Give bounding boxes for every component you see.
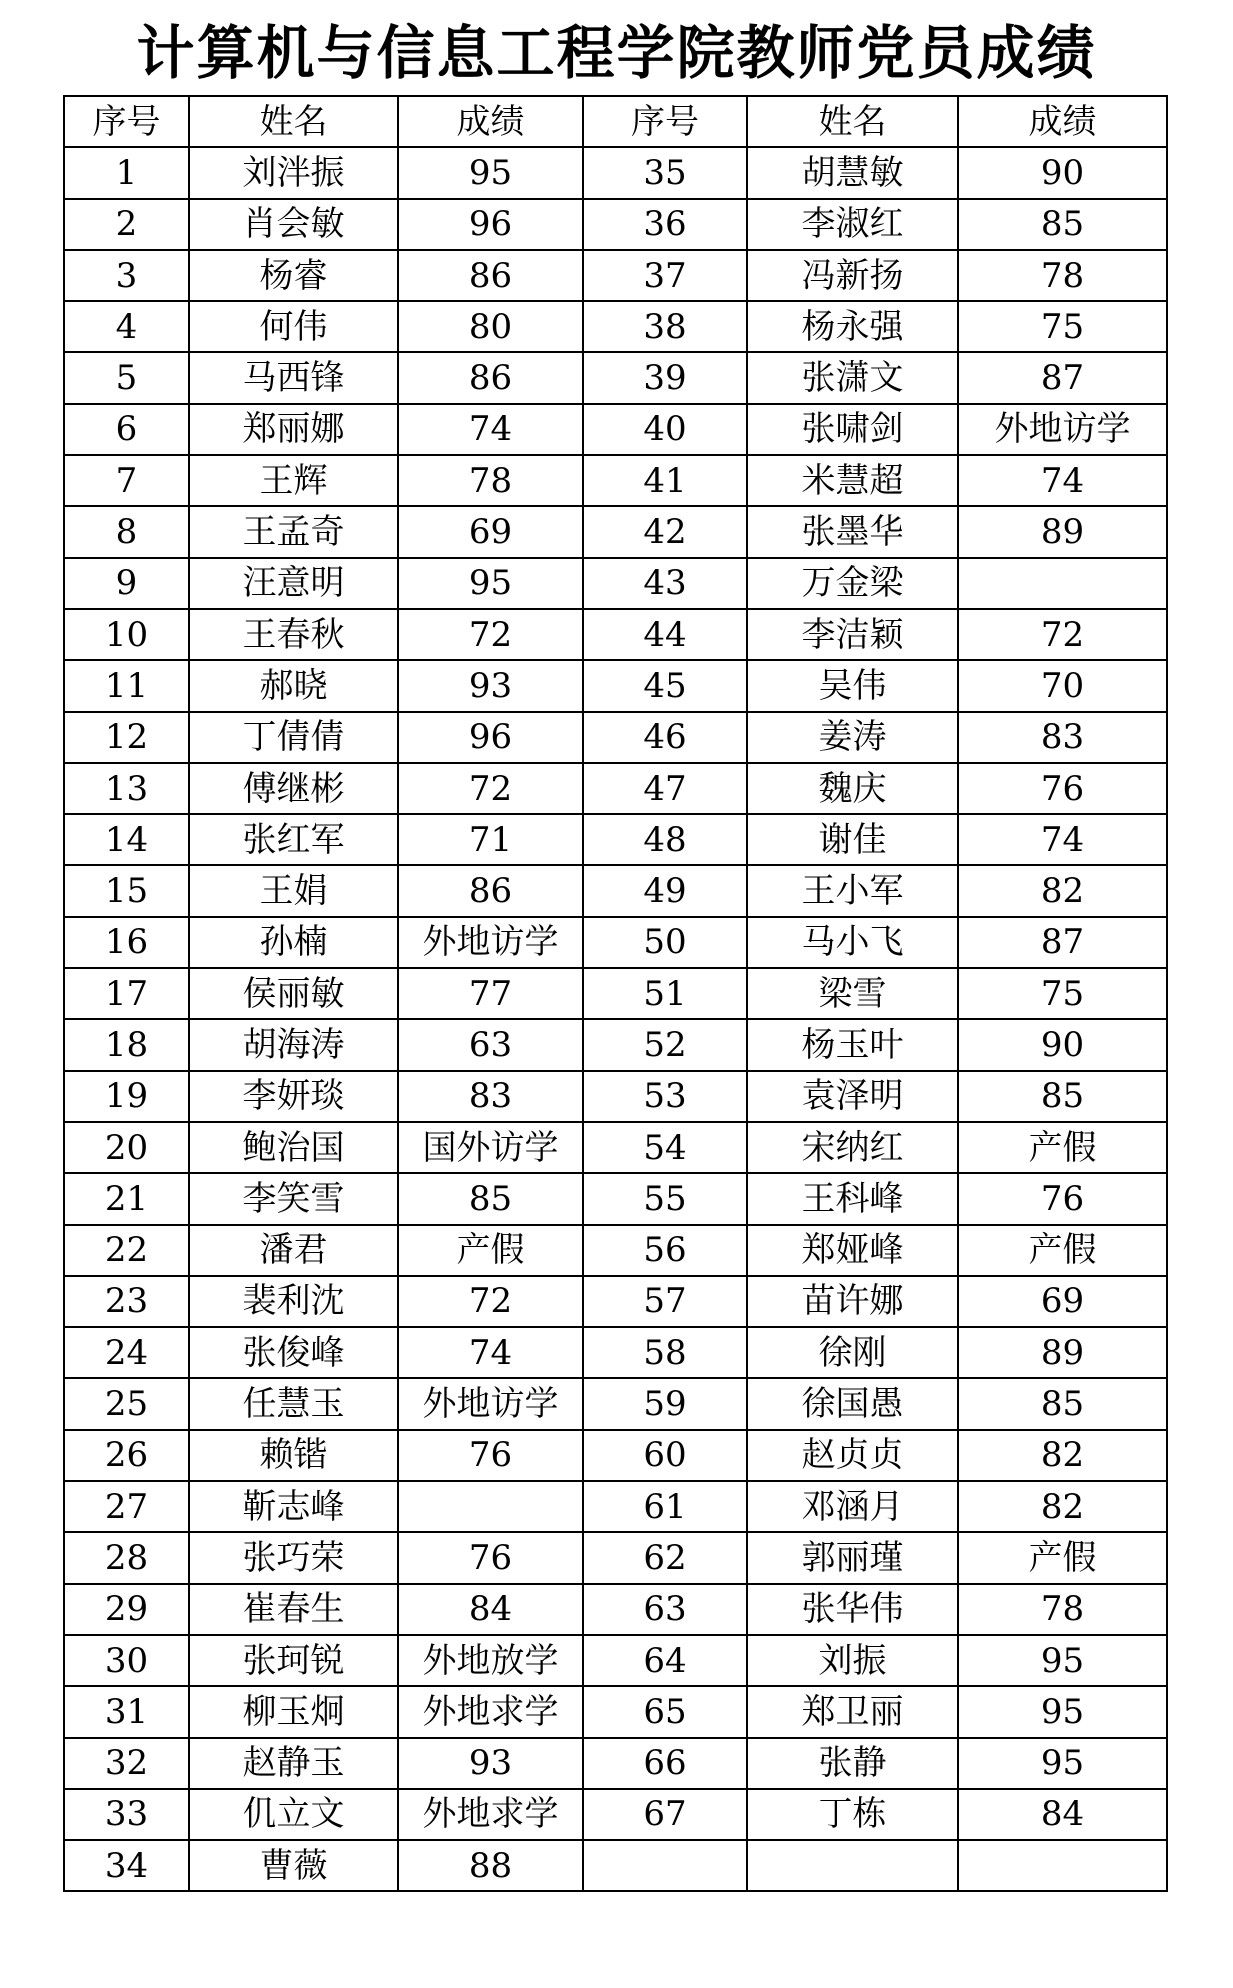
cell-score: 外地访学	[398, 1378, 583, 1429]
cell-name: 郑丽娜	[189, 404, 398, 455]
cell-index: 2	[64, 199, 189, 250]
table-row	[64, 660, 1167, 711]
cell-name: 王孟奇	[189, 506, 398, 557]
table-row	[64, 404, 1167, 455]
cell-index: 37	[583, 250, 747, 301]
cell-name: 胡慧敏	[747, 147, 958, 198]
cell-name: 丁栋	[747, 1789, 958, 1840]
table-row	[64, 506, 1167, 557]
cell-name: 苗许娜	[747, 1276, 958, 1327]
cell-name: 张巧荣	[189, 1532, 398, 1583]
header-name: 姓名	[189, 96, 398, 147]
cell-score: 82	[958, 865, 1167, 916]
cell-score: 83	[398, 1071, 583, 1122]
cell-name: 马西锋	[189, 352, 398, 403]
cell-name: 姜涛	[747, 712, 958, 763]
table-row	[64, 455, 1167, 506]
cell-score: 76	[398, 1532, 583, 1583]
table-row	[64, 1378, 1167, 1429]
table-row	[64, 1532, 1167, 1583]
cell-name: 张珂锐	[189, 1635, 398, 1686]
cell-score: 89	[958, 1327, 1167, 1378]
table-row	[64, 1019, 1167, 1070]
header-score: 成绩	[958, 96, 1167, 147]
cell-index: 24	[64, 1327, 189, 1378]
cell-name: 李妍琰	[189, 1071, 398, 1122]
cell-score: 96	[398, 712, 583, 763]
cell-name: 王娟	[189, 865, 398, 916]
cell-index: 8	[64, 506, 189, 557]
cell-score: 外地求学	[398, 1789, 583, 1840]
cell-name: 冯新扬	[747, 250, 958, 301]
cell-name: 靳志峰	[189, 1481, 398, 1532]
cell-score: 72	[398, 1276, 583, 1327]
table-row	[64, 1071, 1167, 1122]
cell-score: 95	[958, 1738, 1167, 1789]
cell-name: 宋纳红	[747, 1122, 958, 1173]
cell-score: 国外访学	[398, 1122, 583, 1173]
cell-index: 11	[64, 660, 189, 711]
cell-score: 外地放学	[398, 1635, 583, 1686]
cell-name: 崔春生	[189, 1584, 398, 1635]
cell-index: 67	[583, 1789, 747, 1840]
cell-name: 王小军	[747, 865, 958, 916]
cell-index: 14	[64, 814, 189, 865]
table-row	[64, 147, 1167, 198]
cell-name: 米慧超	[747, 455, 958, 506]
cell-score: 78	[958, 250, 1167, 301]
table-row	[64, 1840, 1167, 1891]
cell-name: 万金梁	[747, 558, 958, 609]
cell-index: 63	[583, 1584, 747, 1635]
cell-name: 李笑雪	[189, 1173, 398, 1224]
table-row	[64, 917, 1167, 968]
table-row	[64, 968, 1167, 1019]
cell-score: 85	[958, 1378, 1167, 1429]
cell-name: 曹薇	[189, 1840, 398, 1891]
cell-score: 75	[958, 301, 1167, 352]
cell-score: 87	[958, 917, 1167, 968]
cell-score: 95	[958, 1635, 1167, 1686]
cell-score: 74	[958, 814, 1167, 865]
cell-score: 78	[398, 455, 583, 506]
cell-score: 82	[958, 1430, 1167, 1481]
cell-index: 49	[583, 865, 747, 916]
cell-index: 20	[64, 1122, 189, 1173]
cell-name: 刘振	[747, 1635, 958, 1686]
score-table	[63, 95, 1168, 1892]
cell-name: 张华伟	[747, 1584, 958, 1635]
cell-index: 54	[583, 1122, 747, 1173]
cell-score: 76	[958, 763, 1167, 814]
cell-name: 梁雪	[747, 968, 958, 1019]
table-row	[64, 1635, 1167, 1686]
header-score: 成绩	[398, 96, 583, 147]
cell-name: 柳玉炯	[189, 1686, 398, 1737]
cell-index: 28	[64, 1532, 189, 1583]
cell-index: 17	[64, 968, 189, 1019]
cell-name: 谢佳	[747, 814, 958, 865]
cell-name: 郑娅峰	[747, 1225, 958, 1276]
table-row	[64, 352, 1167, 403]
cell-score: 84	[398, 1584, 583, 1635]
cell-name: 王科峰	[747, 1173, 958, 1224]
cell-index: 58	[583, 1327, 747, 1378]
cell-name	[747, 1840, 958, 1891]
cell-name: 徐国愚	[747, 1378, 958, 1429]
header-index: 序号	[64, 96, 189, 147]
cell-index: 3	[64, 250, 189, 301]
cell-index: 61	[583, 1481, 747, 1532]
cell-name: 赵静玉	[189, 1738, 398, 1789]
cell-score: 86	[398, 865, 583, 916]
cell-index: 27	[64, 1481, 189, 1532]
cell-score: 产假	[958, 1122, 1167, 1173]
cell-score: 75	[958, 968, 1167, 1019]
cell-name: 马小飞	[747, 917, 958, 968]
table-row	[64, 1276, 1167, 1327]
cell-index: 25	[64, 1378, 189, 1429]
cell-score	[398, 1481, 583, 1532]
cell-index: 38	[583, 301, 747, 352]
cell-index: 30	[64, 1635, 189, 1686]
table-row	[64, 250, 1167, 301]
cell-index: 52	[583, 1019, 747, 1070]
cell-name: 刘泮振	[189, 147, 398, 198]
cell-score: 72	[398, 609, 583, 660]
table-row	[64, 609, 1167, 660]
cell-index: 62	[583, 1532, 747, 1583]
cell-name: 傅继彬	[189, 763, 398, 814]
cell-name: 王辉	[189, 455, 398, 506]
cell-index: 22	[64, 1225, 189, 1276]
cell-score: 产假	[958, 1532, 1167, 1583]
cell-score: 85	[958, 1071, 1167, 1122]
table-row	[64, 1430, 1167, 1481]
cell-name: 王春秋	[189, 609, 398, 660]
cell-score: 96	[398, 199, 583, 250]
cell-index: 44	[583, 609, 747, 660]
cell-index: 31	[64, 1686, 189, 1737]
cell-name: 杨永强	[747, 301, 958, 352]
cell-index: 64	[583, 1635, 747, 1686]
cell-index: 47	[583, 763, 747, 814]
cell-score: 外地求学	[398, 1686, 583, 1737]
cell-score: 85	[398, 1173, 583, 1224]
cell-score: 84	[958, 1789, 1167, 1840]
cell-score: 74	[958, 455, 1167, 506]
cell-score: 95	[398, 558, 583, 609]
page-title: 计算机与信息工程学院教师党员成绩	[136, 19, 1097, 87]
cell-score: 86	[398, 352, 583, 403]
table-row	[64, 865, 1167, 916]
cell-name: 徐刚	[747, 1327, 958, 1378]
cell-index: 40	[583, 404, 747, 455]
cell-index: 41	[583, 455, 747, 506]
cell-index: 65	[583, 1686, 747, 1737]
cell-index: 26	[64, 1430, 189, 1481]
cell-index: 5	[64, 352, 189, 403]
cell-score: 95	[398, 147, 583, 198]
table-row	[64, 1584, 1167, 1635]
cell-score: 产假	[398, 1225, 583, 1276]
table-row	[64, 1686, 1167, 1737]
table-row	[64, 814, 1167, 865]
cell-index: 59	[583, 1378, 747, 1429]
cell-index: 29	[64, 1584, 189, 1635]
cell-index: 21	[64, 1173, 189, 1224]
cell-name: 赖锴	[189, 1430, 398, 1481]
cell-index: 53	[583, 1071, 747, 1122]
cell-score: 产假	[958, 1225, 1167, 1276]
cell-index: 9	[64, 558, 189, 609]
cell-name: 任慧玉	[189, 1378, 398, 1429]
cell-name: 张静	[747, 1738, 958, 1789]
cell-name: 邓涵月	[747, 1481, 958, 1532]
table-row	[64, 1789, 1167, 1840]
cell-name: 侯丽敏	[189, 968, 398, 1019]
cell-name: 潘君	[189, 1225, 398, 1276]
cell-index: 50	[583, 917, 747, 968]
cell-index: 48	[583, 814, 747, 865]
cell-index: 46	[583, 712, 747, 763]
cell-score: 72	[398, 763, 583, 814]
cell-name: 魏庆	[747, 763, 958, 814]
table-row	[64, 1327, 1167, 1378]
cell-score: 外地访学	[958, 404, 1167, 455]
table-row	[64, 1173, 1167, 1224]
cell-index: 39	[583, 352, 747, 403]
cell-score: 88	[398, 1840, 583, 1891]
table-row	[64, 1481, 1167, 1532]
cell-index: 4	[64, 301, 189, 352]
cell-name: 吴伟	[747, 660, 958, 711]
header-row	[64, 96, 1167, 147]
cell-name: 杨玉叶	[747, 1019, 958, 1070]
cell-index: 66	[583, 1738, 747, 1789]
cell-index: 55	[583, 1173, 747, 1224]
cell-index: 34	[64, 1840, 189, 1891]
cell-name: 张墨华	[747, 506, 958, 557]
cell-score: 70	[958, 660, 1167, 711]
cell-name: 孙楠	[189, 917, 398, 968]
cell-score: 71	[398, 814, 583, 865]
cell-name: 张啸剑	[747, 404, 958, 455]
cell-score: 89	[958, 506, 1167, 557]
cell-name: 丁倩倩	[189, 712, 398, 763]
cell-score: 72	[958, 609, 1167, 660]
table-row	[64, 1738, 1167, 1789]
cell-index: 15	[64, 865, 189, 916]
cell-index: 33	[64, 1789, 189, 1840]
cell-score: 87	[958, 352, 1167, 403]
cell-score: 95	[958, 1686, 1167, 1737]
cell-index: 51	[583, 968, 747, 1019]
cell-score: 69	[958, 1276, 1167, 1327]
cell-index: 43	[583, 558, 747, 609]
table-row	[64, 763, 1167, 814]
cell-score: 77	[398, 968, 583, 1019]
cell-index: 18	[64, 1019, 189, 1070]
cell-index: 32	[64, 1738, 189, 1789]
cell-index: 16	[64, 917, 189, 968]
cell-score: 90	[958, 1019, 1167, 1070]
cell-score: 93	[398, 660, 583, 711]
cell-score: 76	[958, 1173, 1167, 1224]
cell-name: 张俊峰	[189, 1327, 398, 1378]
cell-score	[958, 558, 1167, 609]
cell-name: 郝晓	[189, 660, 398, 711]
cell-index: 19	[64, 1071, 189, 1122]
cell-name: 郭丽瑾	[747, 1532, 958, 1583]
cell-score: 85	[958, 199, 1167, 250]
cell-score: 93	[398, 1738, 583, 1789]
cell-name: 何伟	[189, 301, 398, 352]
table-row	[64, 1225, 1167, 1276]
cell-name: 李淑红	[747, 199, 958, 250]
cell-index: 57	[583, 1276, 747, 1327]
cell-score: 外地访学	[398, 917, 583, 968]
cell-index: 7	[64, 455, 189, 506]
cell-name: 汪意明	[189, 558, 398, 609]
cell-score: 80	[398, 301, 583, 352]
cell-name: 肖会敏	[189, 199, 398, 250]
table-row	[64, 199, 1167, 250]
cell-score: 69	[398, 506, 583, 557]
cell-index: 56	[583, 1225, 747, 1276]
cell-name: 仉立文	[189, 1789, 398, 1840]
table-row	[64, 1122, 1167, 1173]
cell-score	[958, 1840, 1167, 1891]
header-index: 序号	[583, 96, 747, 147]
cell-name: 赵贞贞	[747, 1430, 958, 1481]
cell-score: 74	[398, 1327, 583, 1378]
cell-score: 63	[398, 1019, 583, 1070]
cell-score: 82	[958, 1481, 1167, 1532]
cell-index: 1	[64, 147, 189, 198]
cell-name: 郑卫丽	[747, 1686, 958, 1737]
cell-score: 90	[958, 147, 1167, 198]
cell-score: 83	[958, 712, 1167, 763]
cell-index: 42	[583, 506, 747, 557]
cell-name: 裴利沈	[189, 1276, 398, 1327]
cell-index: 10	[64, 609, 189, 660]
cell-index: 60	[583, 1430, 747, 1481]
cell-index: 23	[64, 1276, 189, 1327]
cell-index: 6	[64, 404, 189, 455]
cell-name: 张潇文	[747, 352, 958, 403]
cell-name: 杨睿	[189, 250, 398, 301]
table-row	[64, 712, 1167, 763]
cell-name: 胡海涛	[189, 1019, 398, 1070]
cell-index: 45	[583, 660, 747, 711]
cell-score: 86	[398, 250, 583, 301]
cell-name: 袁泽明	[747, 1071, 958, 1122]
cell-name: 张红军	[189, 814, 398, 865]
cell-index: 36	[583, 199, 747, 250]
table-row	[64, 558, 1167, 609]
cell-index: 13	[64, 763, 189, 814]
cell-score: 74	[398, 404, 583, 455]
cell-score: 76	[398, 1430, 583, 1481]
cell-name: 李洁颖	[747, 609, 958, 660]
table-row	[64, 301, 1167, 352]
cell-index: 12	[64, 712, 189, 763]
cell-score: 78	[958, 1584, 1167, 1635]
cell-index	[583, 1840, 747, 1891]
cell-index: 35	[583, 147, 747, 198]
header-name: 姓名	[747, 96, 958, 147]
cell-name: 鲍治国	[189, 1122, 398, 1173]
